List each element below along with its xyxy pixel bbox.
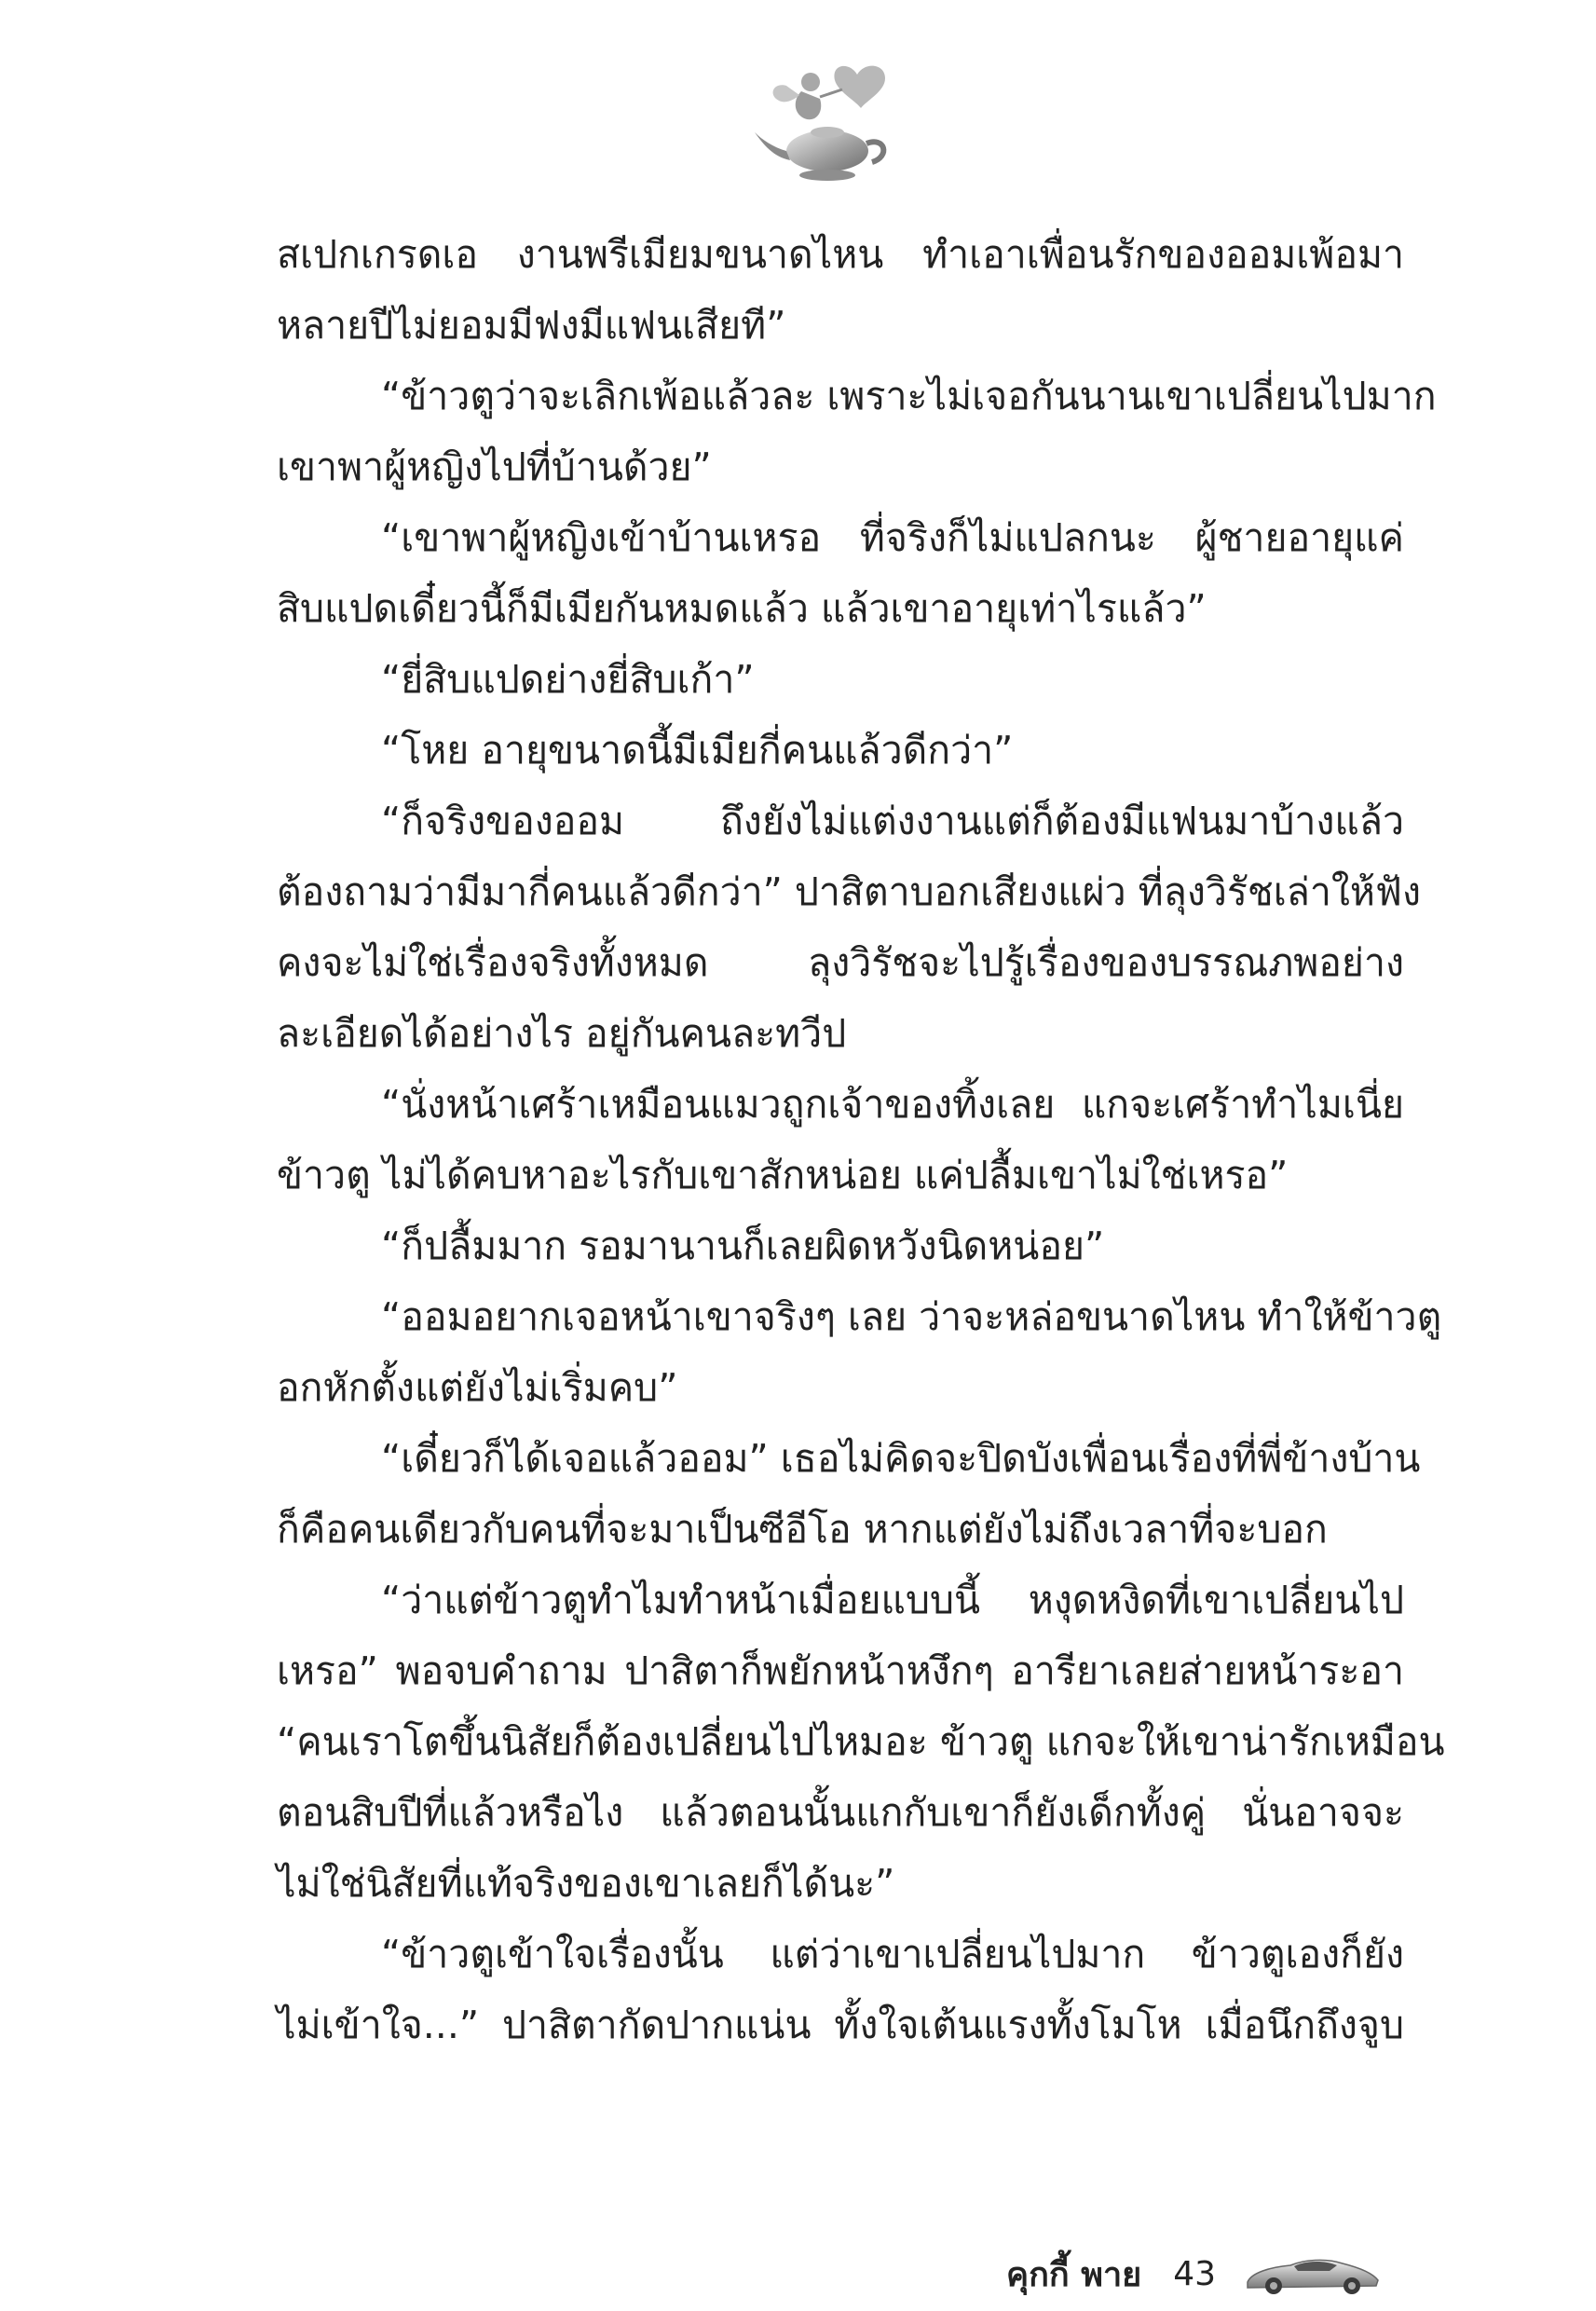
text-line: ไม่เข้าใจ...” ปาสิตากัดปากแน่น ทั้งใจเต้นแรงทั้งโมโห เมื่อนึกถึงจูบ xyxy=(277,2003,1404,2047)
text-line: เขาพาผู้หญิงไปที่บ้านด้วย” xyxy=(277,444,712,489)
text-line: “ว่าแต่ข้าวตูทำไมทำหน้าเมื่อยแบบนี้ หงุดหงิดที่เขาเปลี่ยนไป xyxy=(381,1578,1404,1622)
page-footer xyxy=(1006,2246,1382,2302)
text-line: สเปกเกรดเอ งานพรีเมียมขนาดไหน ทำเอาเพื่อนรักของออมเพ้อมา xyxy=(277,232,1404,277)
text-line: อกหักตั้งแต่ยังไม่เริ่มคบ” xyxy=(277,1365,678,1410)
sports-car-icon xyxy=(1242,2250,1382,2297)
text-line: “ก็จริงของออม ถึงยังไม่แต่งงานแต่ก็ต้องมีแฟนมาบ้างแล้ว xyxy=(381,799,1404,843)
text-line: “เขาพาผู้หญิงเข้าบ้านเหรอ ที่จริงก็ไม่แปลกนะ ผู้ชายอายุแค่ xyxy=(381,515,1404,560)
text-line: สิบแปดเดี๋ยวนี้ก็มีเมียกันหมดแล้ว แล้วเขาอายุเท่าไรแล้ว” xyxy=(277,586,1207,631)
body-text xyxy=(277,219,1445,2060)
text-line: ข้าวตู ไม่ได้คบหาอะไรกับเขาสักหน่อย แค่ปลื้มเขาไม่ใช่เหรอ” xyxy=(277,1153,1289,1197)
text-line: ไม่ใช่นิสัยที่แท้จริงของเขาเลยก็ได้นะ” xyxy=(277,1861,895,1906)
text-line: “โหย อายุขนาดนี้มีเมียกี่คนแล้วดีกว่า” xyxy=(381,728,1014,773)
text-line: หลายปีไม่ยอมมีฟงมีแฟนเสียที” xyxy=(277,303,786,348)
text-line: “คนเราโตขึ้นนิสัยก็ต้องเปลี่ยนไปไหมอะ ข้าวตู แกจะให้เขาน่ารักเหมือน xyxy=(277,1719,1445,1764)
text-line: คงจะไม่ใช่เรื่องจริงทั้งหมด ลุงวิรัชจะไปรู้เรื่องของบรรณภพอย่าง xyxy=(277,940,1404,985)
text-line: ต้องถามว่ามีมากี่คนแล้วดีกว่า” ปาสิตาบอกเสียงแผ่ว ที่ลุงวิรัชเล่าให้ฟัง xyxy=(277,869,1421,914)
text-line: เหรอ” พอจบคำถาม ปาสิตาก็พยักหน้าหงึกๆ อารียาเลยส่ายหน้าระอา xyxy=(277,1648,1404,1693)
text-line: “ข้าวตูว่าจะเลิกเพ้อแล้วละ เพราะไม่เจอกันนานเขาเปลี่ยนไปมาก xyxy=(381,374,1437,418)
text-line: “นั่งหน้าเศร้าเหมือนแมวถูกเจ้าของทิ้งเลย แกจะเศร้าทำไมเนี่ย xyxy=(381,1082,1404,1127)
text-line: “ข้าวตูเข้าใจเรื่องนั้น แต่ว่าเขาเปลี่ยนไปมาก ข้าวตูเองก็ยัง xyxy=(381,1932,1404,1976)
text-line: “ยี่สิบแปดย่างยี่สิบเก้า” xyxy=(381,657,755,702)
text-line: “เดี๋ยวก็ได้เจอแล้วออม” เธอไม่คิดจะปิดบังเพื่อนเรื่องที่พี่ข้างบ้าน xyxy=(381,1436,1421,1481)
text-line: ตอนสิบปีที่แล้วหรือไง แล้วตอนนั้นแกกับเขาก็ยังเด็กทั้งคู่ นั่นอาจจะ xyxy=(277,1790,1404,1835)
text-line: ละเอียดได้อย่างไร อยู่กันคนละทวีป xyxy=(277,1011,847,1056)
text-line: ก็คือคนเดียวกับคนที่จะมาเป็นซีอีโอ หากแต่ยังไม่ถึงเวลาที่จะบอก xyxy=(277,1507,1328,1552)
running-title: คุกกี้ พาย xyxy=(1006,2255,1142,2294)
text-line: “ก็ปลื้มมาก รอมานานก็เลยผิดหวังนิดหน่อย” xyxy=(381,1224,1105,1268)
text-line: “ออมอยากเจอหน้าเขาจริงๆ เลย ว่าจะหล่อขนาดไหน ทำให้ข้าวตู xyxy=(381,1294,1442,1339)
page-number: 43 xyxy=(1173,2254,1217,2293)
teapot-with-cupid-ornament-icon xyxy=(745,54,904,194)
